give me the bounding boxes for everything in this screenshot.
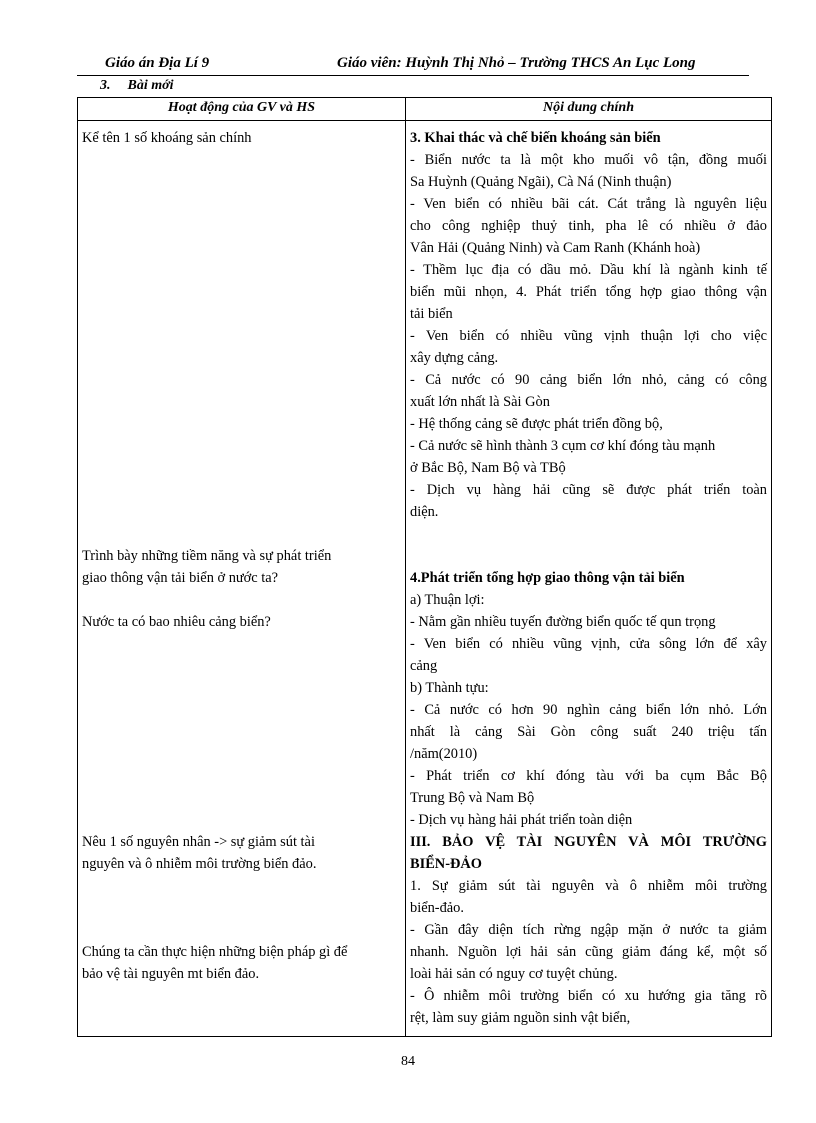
content-line: biển-đảo. [410,900,464,916]
content-line: - Cả nước có hơn 90 nghìn cảng biển lớn nhỏ. Lớn [410,702,767,718]
content-line: a) Thuận lợi: [410,592,485,608]
content-cell [406,121,772,1037]
heading-minerals: 3. Khai thác và chế biến khoáng sản biển [410,130,661,146]
content-line: nhất là cảng Sài Gòn công suất 240 triệu tấn [410,724,767,740]
question-transport-1: Trình bày những tiềm năng và sự phát triển [82,548,332,564]
content-line: b) Thành tựu: [410,680,489,696]
section-heading [100,78,174,94]
content-line: - Ven biển có nhiều vũng vịnh, cửa sông lớn để xây [410,636,767,652]
content-line: - Dịch vụ hàng hải cũng sẽ được phát triển toàn [410,482,767,498]
question-measures-1: Chúng ta cần thực hiện những biện pháp gì để [82,944,348,960]
page-number: 84 [401,1054,415,1069]
content-line: tải biển [410,306,453,322]
col-header-activities: Hoạt động của GV và HS [78,98,406,121]
question-measures-2: bảo vệ tài nguyên mt biển đảo. [82,966,260,982]
section-title: Bài mới [127,78,174,93]
question-causes-1: Nêu 1 số nguyên nhân -> sự giảm sút tài [82,834,315,850]
content-line: Sa Huỳnh (Quảng Ngãi), Cà Ná (Ninh thuận) [410,174,672,190]
content-line: - Ven biển có nhiều bãi cát. Cát trắng là nguyên liệu [410,196,767,212]
question-causes-2: nguyên và ô nhiễm môi trường biển đảo. [82,856,317,872]
content-line: xuất lớn nhất là Sài Gòn [410,394,550,410]
heading-protection-2: BIỂN-ĐẢO [410,856,482,872]
header-subject: Giáo án Địa Lí 9 [105,55,210,71]
content-line: biển mũi nhọn, 4. Phát triển tổng hợp giao thông vận [410,284,767,300]
content-line: - Thềm lục địa có dầu mỏ. Dầu khí là ngành kinh tế [410,262,767,278]
table-row [78,121,772,1037]
question-minerals: Kể tên 1 số khoáng sản chính [82,130,252,146]
page-header [77,55,749,76]
content-line: - Cả nước có 90 cảng biển lớn nhỏ, cảng có công [410,372,767,388]
content-line: - Hệ thống cảng sẽ được phát triển đồng bộ, [410,416,663,432]
activities-cell [78,121,406,1037]
content-line: rệt, làm suy giảm nguồn sinh vật biển, [410,1010,631,1026]
content-line: loài hải sản có nguy cơ tuyệt chủng. [410,966,618,982]
heading-transport: 4.Phát triển tổng hợp giao thông vận tải biển [410,570,685,586]
content-line: - Cả nước sẽ hình thành 3 cụm cơ khí đóng tàu mạnh [410,438,716,454]
content-line: xây dựng cảng. [410,350,499,366]
content-line: cho công nghiệp thuỷ tinh, pha lê có nhiều ở đảo [410,218,767,234]
heading-protection: III. BẢO VỆ TÀI NGUYÊN VÀ MÔI TRƯỜNG [410,834,767,850]
lesson-table [77,97,772,1037]
content-line: Trung Bộ và Nam Bộ [410,790,535,806]
content-line: - Biển nước ta là một kho muối vô tận, đồng muối [410,152,767,168]
col-header-content: Nội dung chính [406,98,772,121]
content-line: Vân Hải (Quảng Ninh) và Cam Ranh (Khánh hoà) [410,240,701,256]
content-line: /năm(2010) [410,746,478,762]
content-line: - Ô nhiễm môi trường biển có xu hướng gia tăng rõ [410,988,767,1004]
content-line: cảng [410,658,438,674]
header-teacher: Giáo viên: Huỳnh Thị Nhỏ – Trường THCS An Lục Long [337,55,696,71]
content-line: 1. Sự giảm sút tài nguyên và ô nhiễm môi trường [410,878,767,894]
content-line: diện. [410,504,439,520]
content-line: ở Bắc Bộ, Nam Bộ và TBộ [410,460,566,476]
content-line: - Phát triển cơ khí đóng tàu với ba cụm Bắc Bộ [410,768,767,784]
question-ports: Nước ta có bao nhiêu cảng biển? [82,614,271,630]
content-line: - Nằm gần nhiều tuyến đường biển quốc tế qun trọng [410,614,716,630]
content-line: - Ven biển có nhiều vũng vịnh thuận lợi cho việc [410,328,767,344]
section-number: 3. [100,78,111,93]
content-line: - Gần đây diện tích rừng ngập mặn ở nước ta giảm [410,922,767,938]
content-line: - Dịch vụ hàng hải phát triển toàn diện [410,812,633,828]
table-header-row [78,98,772,121]
content-line: nhanh. Nguồn lợi hải sản cũng giảm đáng kể, một số [410,944,767,960]
question-transport-2: giao thông vận tải biển ở nước ta? [82,570,279,586]
